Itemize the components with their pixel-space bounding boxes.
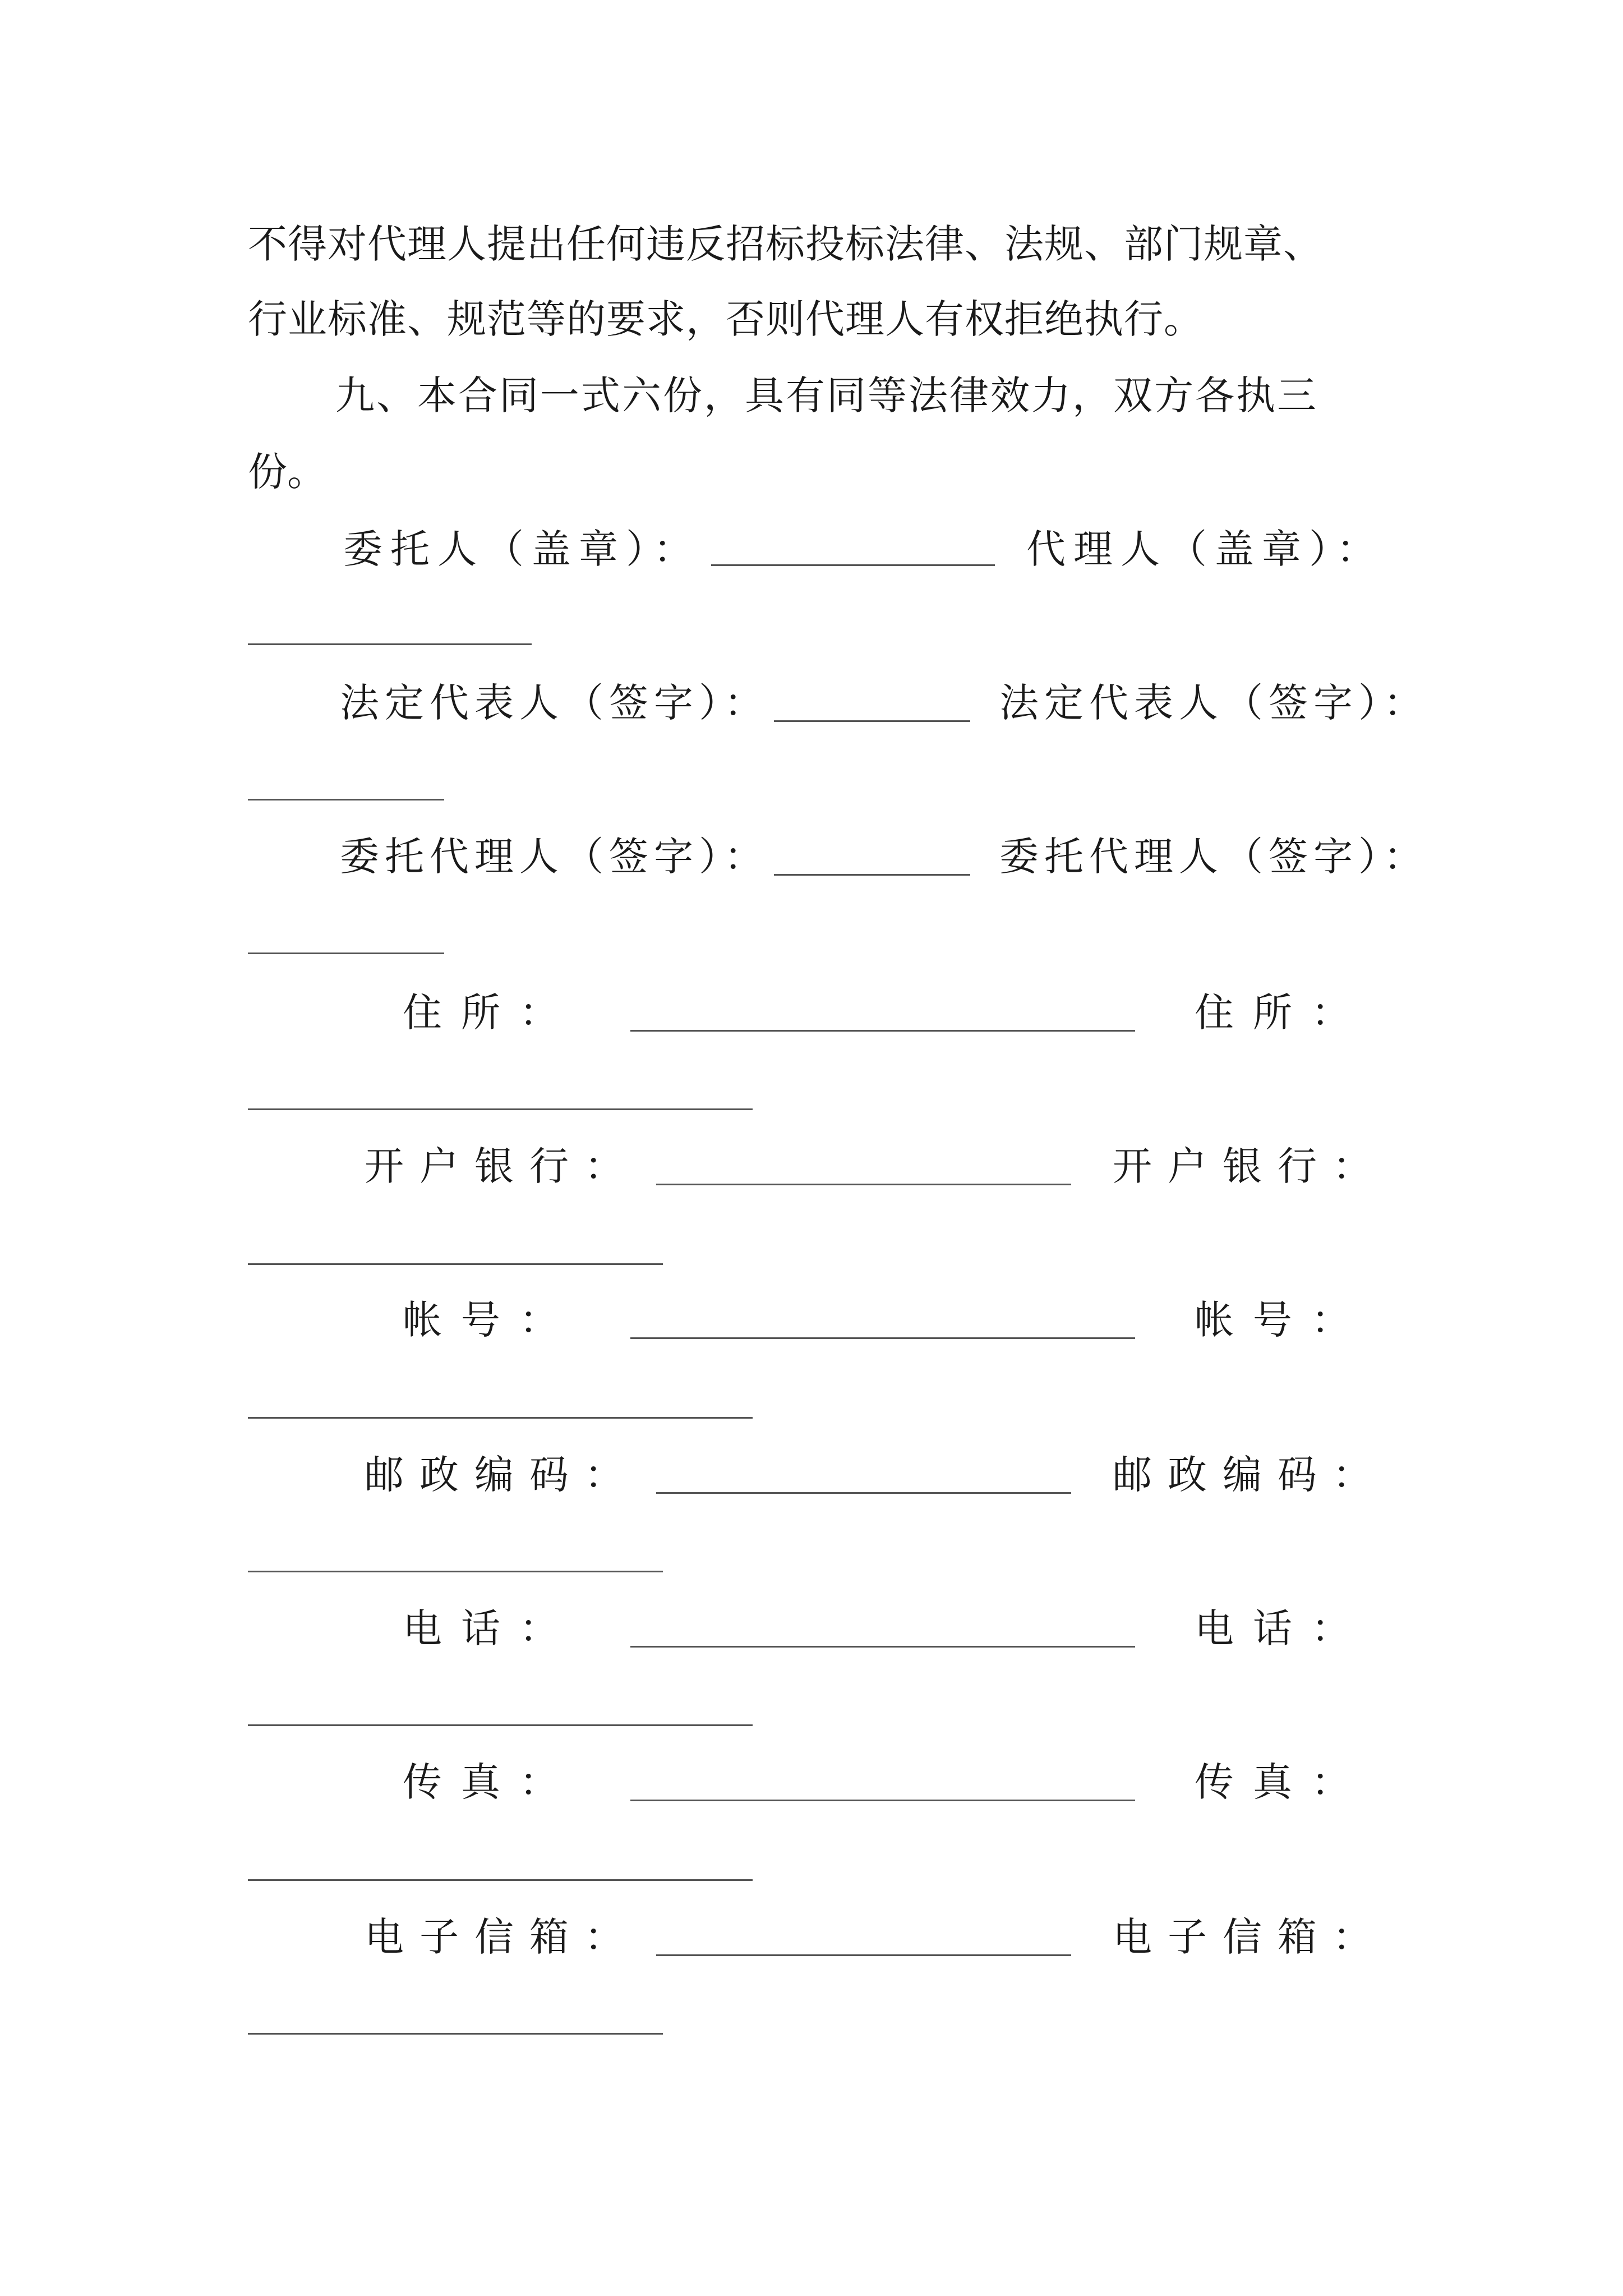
principal-bank-label: 开户银行： [365,1143,639,1189]
principal-legal-rep-label: 法定代表人（签字）： [340,680,769,726]
clause-eight-continuation-line1: 不得对代理人提出任何违反招标投标法律、法规、部门规章、 [248,221,1323,267]
agent-legal-rep-blank[interactable] [248,799,444,800]
principal-legal-rep-blank[interactable] [774,720,970,722]
agent-account-label: 帐号： [1195,1297,1370,1343]
agent-delegate-label: 委托代理人（签字）： [999,834,1428,880]
clause-nine-line2: 份。 [248,449,326,495]
agent-legal-rep-label: 法定代表人（签字）： [999,680,1428,726]
principal-email-label: 电子信箱： [365,1914,639,1960]
principal-seal-label: 委托人（盖章）： [343,526,700,572]
principal-fax-label: 传真： [403,1759,578,1805]
principal-delegate-blank[interactable] [774,874,970,876]
agent-seal-blank[interactable] [248,643,532,645]
agent-phone-label: 电话： [1195,1605,1370,1651]
agent-delegate-blank[interactable] [248,953,444,954]
clause-nine-line1: 九、本合同一式六份，具有同等法律效力，双方各执三 [335,372,1318,418]
principal-phone-label: 电话： [403,1605,578,1651]
agent-seal-label: 代理人（盖章）： [1026,526,1384,572]
principal-delegate-label: 委托代理人（签字）： [340,834,769,880]
principal-address-label: 住所： [403,990,578,1036]
principal-account-label: 帐号： [403,1297,578,1343]
agent-phone-blank[interactable] [248,1724,753,1726]
principal-address-blank[interactable] [630,1030,1135,1032]
agent-email-blank[interactable] [248,2033,663,2035]
agent-fax-label: 传真： [1195,1759,1370,1805]
principal-seal-blank[interactable] [711,564,995,566]
agent-fax-blank[interactable] [248,1879,753,1881]
principal-fax-blank[interactable] [630,1800,1135,1801]
principal-phone-blank[interactable] [630,1646,1135,1648]
agent-postcode-blank[interactable] [248,1571,663,1572]
agent-account-blank[interactable] [248,1417,753,1419]
agent-email-label: 电子信箱： [1113,1914,1387,1960]
principal-account-blank[interactable] [630,1337,1135,1339]
agent-bank-label: 开户银行： [1113,1143,1387,1189]
principal-postcode-label: 邮政编码： [365,1452,639,1498]
agent-address-label: 住所： [1195,990,1370,1036]
agent-bank-blank[interactable] [248,1263,663,1265]
agent-address-blank[interactable] [248,1108,753,1110]
principal-bank-blank[interactable] [656,1184,1071,1185]
principal-email-blank[interactable] [656,1954,1071,1956]
agent-postcode-label: 邮政编码： [1113,1452,1387,1498]
clause-eight-continuation-line2: 行业标准、规范等的要求，否则代理人有权拒绝执行。 [248,296,1204,342]
principal-postcode-blank[interactable] [656,1492,1071,1494]
